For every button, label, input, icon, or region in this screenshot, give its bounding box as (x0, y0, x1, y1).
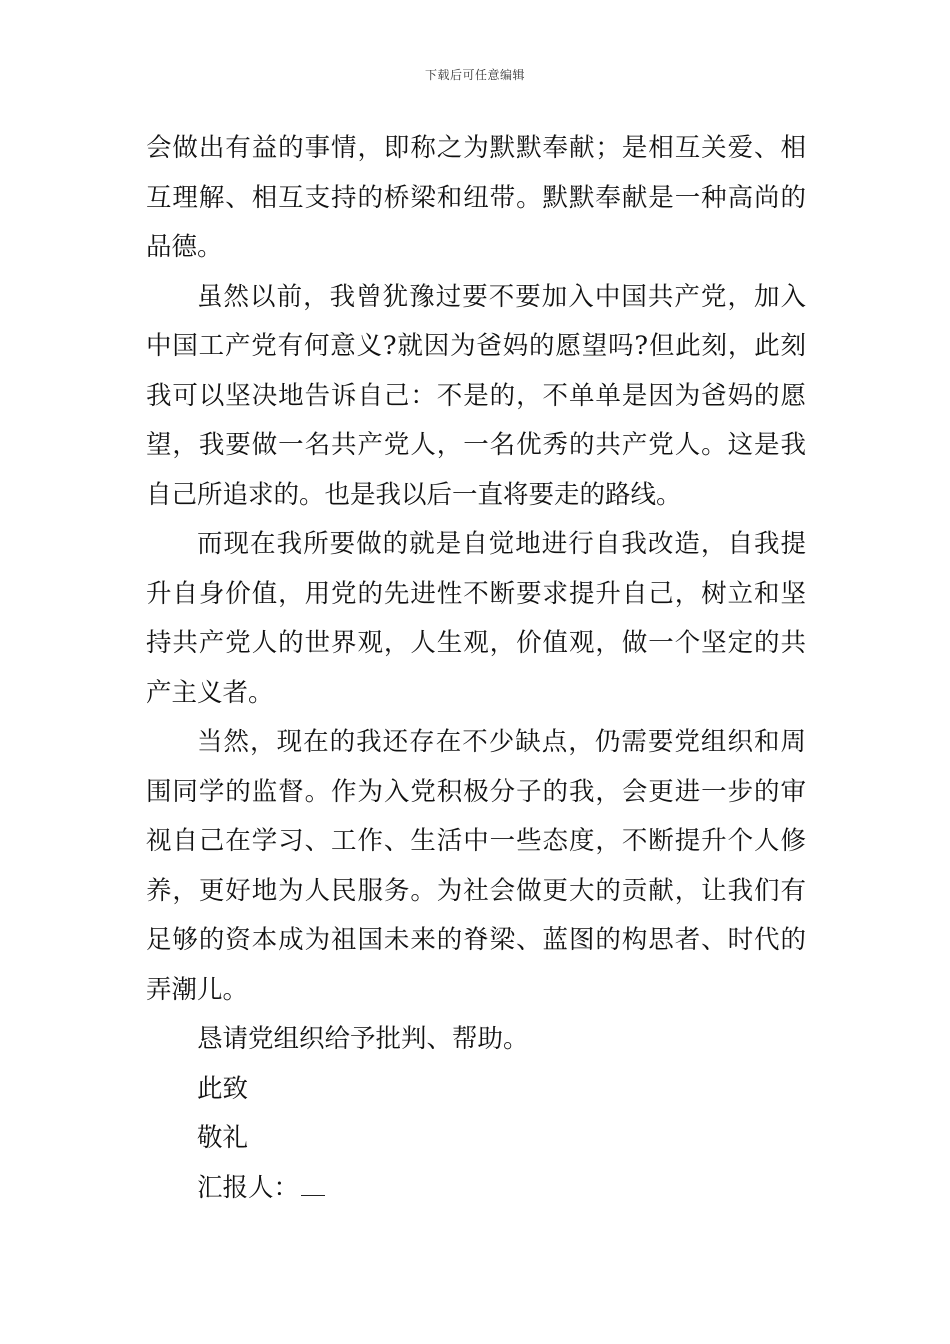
document-body (146, 124, 806, 1213)
page-header-note: 下载后可任意编辑 (424, 68, 525, 82)
closing-regards: 敬礼 (197, 1123, 249, 1153)
signature-label: 汇报人： (197, 1172, 300, 1203)
paragraph-3: 而现在我所要做的就是自觉地进行自我改造，自我提升自身价值，用党的先进性不断要求提升自己，树立和坚持共产党人的世界观，人生观，价值观，做一个坚定的共产主义者。 (146, 529, 806, 708)
paragraph-4: 当然，现在的我还存在不少缺点，仍需要党组织和周围同学的监督。作为入党积极分子的我，会更进一步的审视自己在学习、工作、生活中一些态度，不断提升个人修养，更好地为人民服务。为社会做更大的贡献，让我们有足够的资本成为祖国未来的脊梁、蓝图的构思者、时代的弄潮儿。 (146, 727, 806, 1005)
signature-blank (301, 1175, 325, 1196)
signature-line (146, 1164, 806, 1214)
paragraph-2: 虽然以前，我曾犹豫过要不要加入中国共产党，加入中国工产党有何意义?就因为爸妈的愿望吗?但此刻，此刻我可以坚决地告诉自己：不是的，不单单是因为爸妈的愿望，我要做一名共产党人，一名优秀的共产党人。这是我自己所追求的。也是我以后一直将要走的路线。 (146, 281, 806, 510)
request-line: 恳请党组织给予批判、帮助。 (197, 1024, 529, 1054)
closing-salutation: 此致 (197, 1073, 249, 1104)
paragraph-1: 会做出有益的事情，即称之为默默奉献；是相互关爱、相互理解、相互支持的桥梁和纽带。默默奉献是一种高尚的品德。 (146, 133, 806, 262)
